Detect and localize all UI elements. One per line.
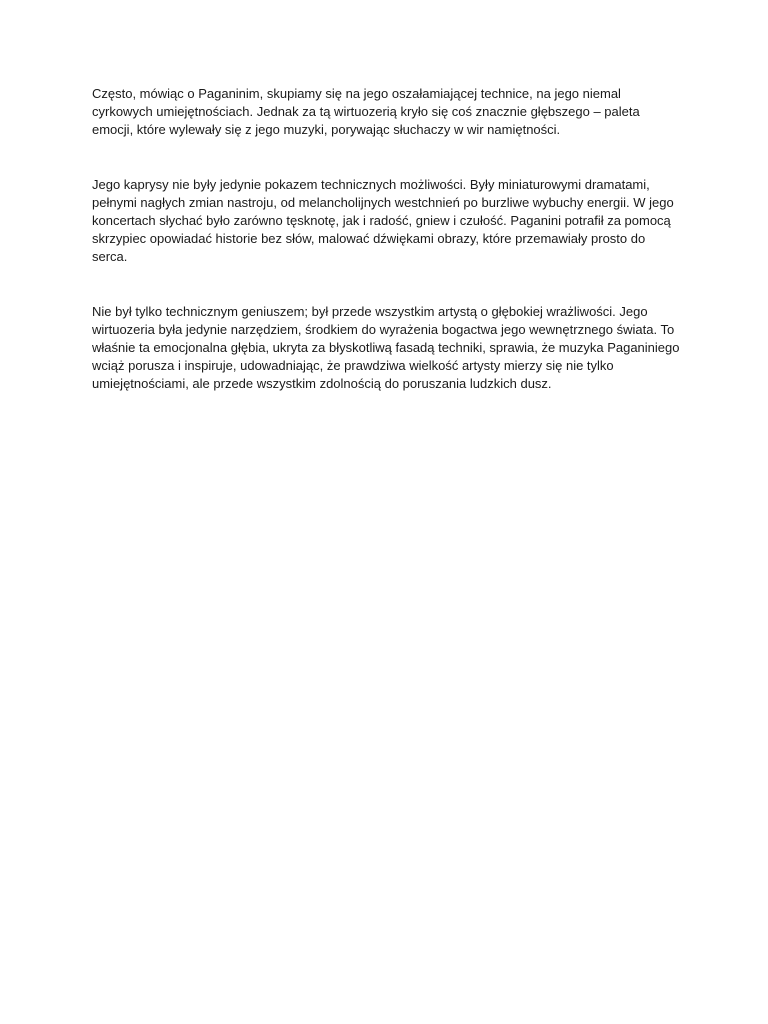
paragraph-2: Jego kaprysy nie były jedynie pokazem technicznych możliwości. Były miniaturowymi dramatami, pełnymi nagłych zmian nastroju, od melancholijnych westchnień po burzliwe wybuchy energii. W jego koncertach słychać było zarówno tęsknotę, jak i radość, gniew i czułość. Paganini potrafił za pomocą skrzypiec opowiadać historie bez słów, malować dźwiękami obrazy, które przemawiały prosto do serca. — [92, 177, 674, 264]
paragraph-3: Nie był tylko technicznym geniuszem; był przede wszystkim artystą o głębokiej wrażliwości. Jego wirtuozeria była jedynie narzędziem, środkiem do wyrażenia bogactwa jego wewnętrznego świata. To właśnie ta emocjonalna głębia, ukryta za błyskotliwą fasadą techniki, sprawia, że muzyka Paganiniego wciąż porusza i inspiruje, udowadniając, że prawdziwa wielkość artysty mierzy się nie tylko umiejętnościami, ale przede wszystkim zdolnością do poruszania ludzkich dusz. — [92, 304, 680, 391]
document-body — [92, 85, 682, 393]
paragraph-1: Często, mówiąc o Paganinim, skupiamy się na jego oszałamiającej technice, na jego niemal cyrkowych umiejętnościach. Jednak za tą wirtuozerią kryło się coś znacznie głębszego – paleta emocji, które wylewały się z jego muzyki, porywając słuchaczy w wir namiętności. — [92, 86, 640, 137]
